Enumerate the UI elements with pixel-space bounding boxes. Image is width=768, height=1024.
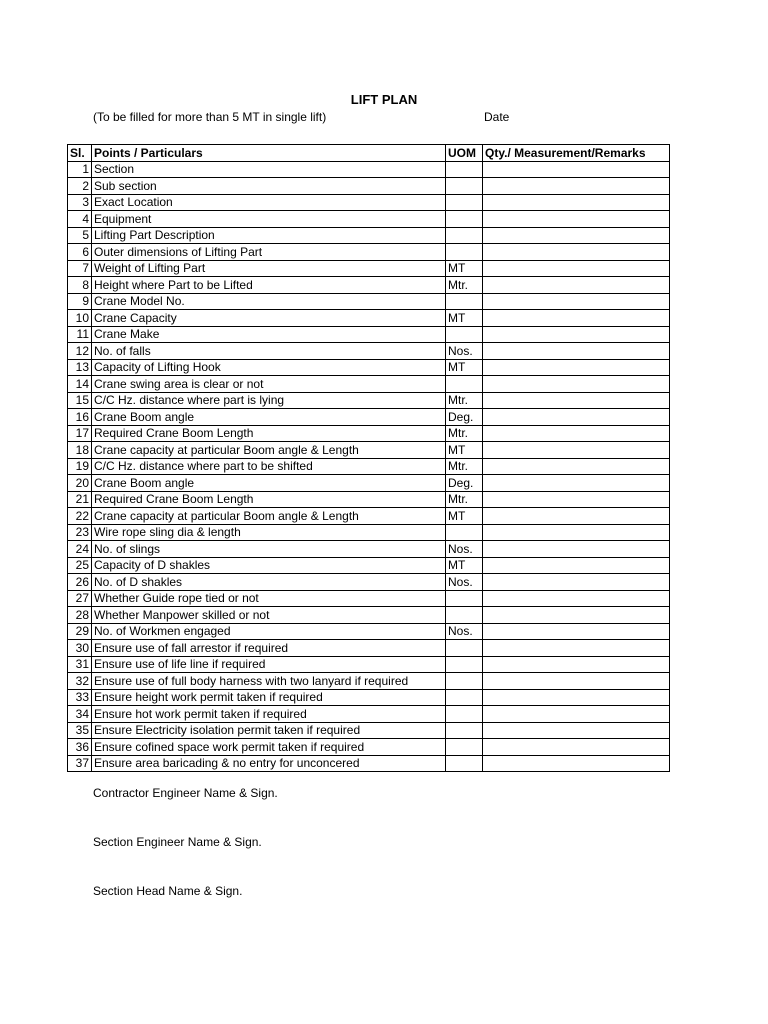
row-sl: 16 (68, 409, 92, 426)
row-sl: 3 (68, 194, 92, 211)
row-remarks (483, 260, 670, 277)
row-uom (446, 607, 483, 624)
row-uom: MT (446, 310, 483, 327)
row-uom: Mtr. (446, 392, 483, 409)
row-uom (446, 244, 483, 261)
row-point: Crane Boom angle (92, 475, 446, 492)
row-point: Crane swing area is clear or not (92, 376, 446, 393)
table-row (68, 590, 670, 607)
table-row (68, 409, 670, 426)
table-row (68, 442, 670, 459)
row-remarks (483, 706, 670, 723)
table-row (68, 359, 670, 376)
row-sl: 20 (68, 475, 92, 492)
row-remarks (483, 541, 670, 558)
table-row (68, 541, 670, 558)
row-point: Ensure area baricading & no entry for unconcered (92, 755, 446, 772)
row-sl: 13 (68, 359, 92, 376)
table-row (68, 293, 670, 310)
table-row (68, 689, 670, 706)
row-remarks (483, 376, 670, 393)
table-row (68, 706, 670, 723)
row-point: Crane capacity at particular Boom angle & Length (92, 508, 446, 525)
row-sl: 33 (68, 689, 92, 706)
table-row (68, 557, 670, 574)
table-row (68, 640, 670, 657)
row-sl: 14 (68, 376, 92, 393)
section-engineer-sign: Section Engineer Name & Sign. (93, 835, 262, 849)
row-sl: 4 (68, 211, 92, 228)
row-uom (446, 739, 483, 756)
row-point: No. of falls (92, 343, 446, 360)
table-row (68, 260, 670, 277)
table-row (68, 508, 670, 525)
row-sl: 9 (68, 293, 92, 310)
row-remarks (483, 673, 670, 690)
row-uom (446, 722, 483, 739)
row-remarks (483, 607, 670, 624)
row-remarks (483, 194, 670, 211)
table-row (68, 673, 670, 690)
row-uom (446, 211, 483, 228)
row-uom (446, 293, 483, 310)
document-title: LIFT PLAN (350, 92, 418, 107)
table-row (68, 211, 670, 228)
row-sl: 6 (68, 244, 92, 261)
row-sl: 28 (68, 607, 92, 624)
row-uom (446, 640, 483, 657)
row-point: Height where Part to be Lifted (92, 277, 446, 294)
row-point: Crane Make (92, 326, 446, 343)
row-point: Weight of Lifting Part (92, 260, 446, 277)
row-remarks (483, 557, 670, 574)
table-row (68, 326, 670, 343)
row-sl: 2 (68, 178, 92, 195)
row-point: Ensure use of full body harness with two lanyard if required (92, 673, 446, 690)
row-point: C/C Hz. distance where part to be shifted (92, 458, 446, 475)
row-sl: 18 (68, 442, 92, 459)
row-remarks (483, 524, 670, 541)
date-label: Date (484, 110, 510, 124)
row-point: Lifting Part Description (92, 227, 446, 244)
row-point: No. of D shakles (92, 574, 446, 591)
row-uom: MT (446, 557, 483, 574)
row-point: Ensure Electricity isolation permit taken if required (92, 722, 446, 739)
table-row (68, 623, 670, 640)
row-uom: Mtr. (446, 491, 483, 508)
row-uom (446, 656, 483, 673)
row-uom (446, 689, 483, 706)
row-sl: 36 (68, 739, 92, 756)
row-sl: 17 (68, 425, 92, 442)
row-sl: 8 (68, 277, 92, 294)
header-remarks: Qty./ Measurement/Remarks (483, 145, 670, 162)
table-row (68, 739, 670, 756)
row-point: Section (92, 161, 446, 178)
row-remarks (483, 491, 670, 508)
row-point: Whether Guide rope tied or not (92, 590, 446, 607)
row-uom: MT (446, 442, 483, 459)
row-uom: Nos. (446, 541, 483, 558)
header-points: Points / Particulars (92, 145, 446, 162)
row-sl: 10 (68, 310, 92, 327)
table-row (68, 425, 670, 442)
row-uom (446, 590, 483, 607)
row-uom (446, 178, 483, 195)
row-point: C/C Hz. distance where part is lying (92, 392, 446, 409)
row-remarks (483, 293, 670, 310)
table-row (68, 194, 670, 211)
row-sl: 7 (68, 260, 92, 277)
table-row (68, 392, 670, 409)
row-uom (446, 227, 483, 244)
row-point: Required Crane Boom Length (92, 425, 446, 442)
row-remarks (483, 161, 670, 178)
row-sl: 19 (68, 458, 92, 475)
row-uom: Mtr. (446, 458, 483, 475)
row-point: No. of Workmen engaged (92, 623, 446, 640)
row-point: Ensure use of fall arrestor if required (92, 640, 446, 657)
document-subtitle: (To be filled for more than 5 MT in single lift) (93, 110, 327, 124)
row-point: Capacity of D shakles (92, 557, 446, 574)
row-point: Wire rope sling dia & length (92, 524, 446, 541)
row-uom: Nos. (446, 343, 483, 360)
row-remarks (483, 244, 670, 261)
row-sl: 26 (68, 574, 92, 591)
row-remarks (483, 689, 670, 706)
row-remarks (483, 343, 670, 360)
row-remarks (483, 623, 670, 640)
row-point: Ensure cofined space work permit taken if required (92, 739, 446, 756)
row-sl: 1 (68, 161, 92, 178)
row-sl: 22 (68, 508, 92, 525)
row-point: Crane Boom angle (92, 409, 446, 426)
row-uom (446, 376, 483, 393)
row-point: Capacity of Lifting Hook (92, 359, 446, 376)
row-sl: 31 (68, 656, 92, 673)
row-sl: 11 (68, 326, 92, 343)
row-uom: Deg. (446, 475, 483, 492)
table-row (68, 227, 670, 244)
row-sl: 24 (68, 541, 92, 558)
row-uom (446, 524, 483, 541)
header-uom: UOM (446, 145, 483, 162)
table-row (68, 722, 670, 739)
row-point: Required Crane Boom Length (92, 491, 446, 508)
row-sl: 5 (68, 227, 92, 244)
table-row (68, 755, 670, 772)
row-sl: 32 (68, 673, 92, 690)
row-sl: 25 (68, 557, 92, 574)
row-point: No. of slings (92, 541, 446, 558)
row-remarks (483, 326, 670, 343)
row-uom (446, 755, 483, 772)
row-point: Sub section (92, 178, 446, 195)
row-point: Whether Manpower skilled or not (92, 607, 446, 624)
row-uom: Mtr. (446, 425, 483, 442)
row-remarks (483, 359, 670, 376)
row-remarks (483, 277, 670, 294)
table-row (68, 343, 670, 360)
table-body (68, 161, 670, 772)
row-uom: MT (446, 359, 483, 376)
section-head-sign: Section Head Name & Sign. (93, 884, 243, 898)
row-uom: Mtr. (446, 277, 483, 294)
row-point: Ensure height work permit taken if required (92, 689, 446, 706)
row-uom (446, 326, 483, 343)
row-point: Crane capacity at particular Boom angle & Length (92, 442, 446, 459)
table-row (68, 491, 670, 508)
lift-plan-table (67, 144, 670, 772)
row-sl: 29 (68, 623, 92, 640)
row-remarks (483, 392, 670, 409)
row-point: Ensure use of life line if required (92, 656, 446, 673)
table-row (68, 178, 670, 195)
contractor-engineer-sign: Contractor Engineer Name & Sign. (93, 786, 278, 800)
table-row (68, 475, 670, 492)
row-remarks (483, 211, 670, 228)
row-point: Crane Model No. (92, 293, 446, 310)
table-row (68, 376, 670, 393)
row-remarks (483, 739, 670, 756)
row-remarks (483, 722, 670, 739)
row-remarks (483, 590, 670, 607)
table-row (68, 656, 670, 673)
row-sl: 34 (68, 706, 92, 723)
table-row (68, 524, 670, 541)
row-sl: 37 (68, 755, 92, 772)
row-remarks (483, 640, 670, 657)
row-remarks (483, 656, 670, 673)
row-remarks (483, 425, 670, 442)
row-uom (446, 194, 483, 211)
row-remarks (483, 442, 670, 459)
row-remarks (483, 508, 670, 525)
row-remarks (483, 227, 670, 244)
row-uom: MT (446, 508, 483, 525)
row-sl: 12 (68, 343, 92, 360)
row-sl: 15 (68, 392, 92, 409)
row-point: Crane Capacity (92, 310, 446, 327)
row-uom (446, 706, 483, 723)
table-row (68, 574, 670, 591)
row-point: Exact Location (92, 194, 446, 211)
row-sl: 27 (68, 590, 92, 607)
row-uom: Nos. (446, 574, 483, 591)
row-remarks (483, 310, 670, 327)
table-row (68, 277, 670, 294)
row-uom: Deg. (446, 409, 483, 426)
row-uom (446, 673, 483, 690)
row-sl: 23 (68, 524, 92, 541)
table-row (68, 607, 670, 624)
table-row (68, 458, 670, 475)
row-uom: Nos. (446, 623, 483, 640)
row-remarks (483, 475, 670, 492)
table-row (68, 310, 670, 327)
table-row (68, 161, 670, 178)
row-uom (446, 161, 483, 178)
row-remarks (483, 409, 670, 426)
row-point: Ensure hot work permit taken if required (92, 706, 446, 723)
row-point: Outer dimensions of Lifting Part (92, 244, 446, 261)
row-remarks (483, 755, 670, 772)
header-sl: Sl. (68, 145, 92, 162)
row-remarks (483, 178, 670, 195)
row-sl: 21 (68, 491, 92, 508)
table-row (68, 244, 670, 261)
row-uom: MT (446, 260, 483, 277)
row-point: Equipment (92, 211, 446, 228)
row-sl: 30 (68, 640, 92, 657)
table-header-row (68, 145, 670, 162)
row-remarks (483, 458, 670, 475)
row-remarks (483, 574, 670, 591)
row-sl: 35 (68, 722, 92, 739)
